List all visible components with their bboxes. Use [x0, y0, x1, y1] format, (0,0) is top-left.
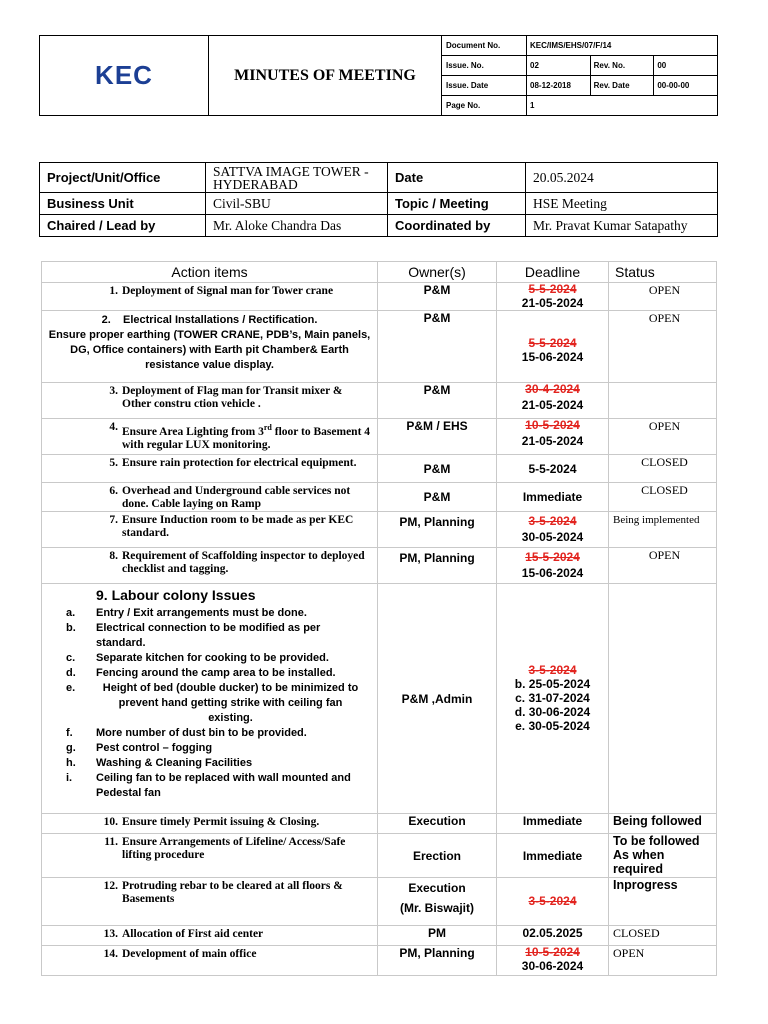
coordinated-label: Coordinated by: [388, 215, 526, 237]
item-text: Ensure rain protection for electrical equipment.: [122, 457, 357, 469]
table-row: [42, 483, 717, 512]
project-info-table: [39, 162, 718, 237]
table-row: [42, 946, 717, 976]
rev-no-value: 00: [654, 56, 718, 76]
item-text: Ensure Induction room to be made as per KEC standard.: [122, 514, 354, 539]
item-owner: Execution: [408, 881, 466, 895]
item-status: OPEN: [609, 419, 717, 455]
item-text: Overhead and Underground cable services not done. Cable laying on Ramp: [122, 485, 351, 510]
item-text: Protruding rebar to be cleared at all floors & Basements: [122, 880, 343, 905]
item-owner: P&M: [378, 311, 497, 383]
date-label: Date: [388, 163, 526, 193]
item-status: OPEN: [609, 548, 717, 584]
action-items-table: [41, 261, 717, 976]
item-status: [609, 584, 717, 814]
item-owner: Erection: [378, 834, 497, 878]
item-status: Being followed: [609, 814, 717, 834]
item-owner: Execution: [378, 814, 497, 834]
issue-no-value: 02: [527, 56, 591, 76]
table-row: [42, 419, 717, 455]
item-status: CLOSED: [609, 926, 717, 946]
table-row: [42, 455, 717, 483]
item-number: 14.: [103, 948, 118, 960]
doc-no-value: KEC/IMS/EHS/07/F/14: [527, 36, 718, 56]
item-owner: PM: [378, 926, 497, 946]
doc-no-label: Document No.: [442, 36, 527, 56]
table-header-row: [42, 262, 717, 283]
table-row-labour-colony: [42, 584, 717, 814]
labour-colony-title: 9. Labour colony Issues: [96, 587, 256, 603]
item-status: OPEN: [609, 311, 717, 383]
kec-logo: [95, 60, 153, 91]
rev-date-label: Rev. Date: [590, 76, 654, 96]
item-text: Requirement of Scaffolding inspector to deployed checklist and tagging.: [122, 550, 365, 575]
item-number: 12.: [103, 880, 118, 892]
item-status: CLOSED: [609, 483, 717, 512]
item-owner: PM, Planning: [378, 548, 497, 584]
rev-date-value: 00-00-00: [654, 76, 718, 96]
topic-label: Topic / Meeting: [388, 193, 526, 215]
table-row: [42, 383, 717, 419]
list-item: e. Height of bed (double ducker) to be minimized to prevent hand getting strike with ceiling fan existing.: [66, 682, 359, 724]
item-owner: PM, Planning: [378, 946, 497, 976]
deadline: 21-05-2024: [521, 398, 584, 412]
table-row: [42, 512, 717, 548]
issue-date-label: Issue. Date: [442, 76, 527, 96]
item-owner: P&M: [378, 383, 497, 419]
item-status: To be followed As when required: [609, 834, 717, 878]
item-number: 11.: [104, 836, 118, 848]
old-deadline: 3-5-2024: [528, 663, 577, 677]
deadline: 21-05-2024: [521, 434, 584, 448]
table-row: [42, 548, 717, 584]
item-number: 5.: [109, 457, 118, 469]
deadline-e: e. 30-05-2024: [515, 719, 590, 733]
list-item: b. Electrical connection to be modified as per standard.: [66, 622, 321, 649]
item-owner: PM, Planning: [378, 512, 497, 548]
item-owner-name: (Mr. Biswajit): [399, 901, 474, 915]
deadline-c: c. 31-07-2024: [515, 691, 590, 705]
issue-date-value: 08-12-2018: [527, 76, 591, 96]
item-text: Ensure timely Permit issuing & Closing.: [122, 816, 320, 828]
item-text: Ensure Arrangements of Lifeline/ Access/Safe lifting procedure: [122, 836, 346, 861]
table-row: [42, 311, 717, 383]
table-row: [42, 814, 717, 834]
item-status: Inprogress: [609, 878, 717, 926]
deadline: 02.05.2025: [497, 926, 609, 946]
old-deadline: 3-5-2024: [528, 514, 577, 528]
item-number: 1.: [109, 285, 118, 297]
table-row: [42, 926, 717, 946]
old-deadline: 10-5-2024: [525, 418, 580, 432]
issue-no-label: Issue. No.: [442, 56, 527, 76]
deadline: 15-06-2024: [521, 350, 584, 364]
item-text: Deployment of Flag man for Transit mixer & Other constru ction vehicle .: [122, 385, 343, 410]
item-owner: P&M: [378, 483, 497, 512]
item-text: Allocation of First aid center: [122, 928, 264, 940]
old-deadline: 30-4-2024: [525, 382, 580, 396]
item-status: [609, 383, 717, 419]
item-owner: P&M ,Admin: [378, 584, 497, 814]
deadline: Immediate: [497, 834, 609, 878]
deadline: 15-06-2024: [521, 566, 584, 580]
old-deadline: 15-5-2024: [525, 550, 580, 564]
list-item: f. More number of dust bin to be provided.: [66, 727, 307, 739]
business-unit-label: Business Unit: [40, 193, 206, 215]
item-owner: P&M / EHS: [378, 419, 497, 455]
item-status: Being implemented: [609, 512, 717, 548]
business-unit-value: Civil-SBU: [206, 193, 388, 215]
document-title: MINUTES OF MEETING: [209, 36, 442, 116]
header-deadline: Deadline: [497, 262, 609, 283]
old-deadline: 10-5-2024: [525, 945, 580, 959]
item-number: 6.: [109, 485, 118, 497]
topic-value: HSE Meeting: [526, 193, 718, 215]
item-text: Electrical Installations / Rectification.: [123, 314, 318, 326]
item-text: Deployment of Signal man for Tower crane: [122, 285, 334, 297]
page-no-label: Page No.: [442, 96, 527, 116]
old-deadline: 5-5-2024: [528, 336, 577, 350]
item-number: 10.: [103, 816, 118, 828]
deadline: 30-05-2024: [521, 530, 584, 544]
header-status: Status: [609, 262, 717, 283]
list-item: i. Ceiling fan to be replaced with wall mounted and Pedestal fan: [66, 772, 351, 799]
logo-text: KEC: [95, 60, 153, 90]
item-text: Development of main office: [122, 948, 257, 960]
document-header: [39, 35, 718, 116]
old-deadline: 3-5-2024: [528, 894, 577, 908]
table-row: [42, 283, 717, 311]
item-text: Ensure Area Lighting from 3: [122, 425, 264, 438]
project-value: SATTVA IMAGE TOWER -HYDERABAD: [206, 163, 388, 193]
logo-cell: [40, 36, 209, 116]
list-item: g. Pest control – fogging: [66, 742, 213, 754]
labour-colony-list: [42, 606, 377, 801]
item-status: OPEN: [609, 946, 717, 976]
item-text-block: [42, 311, 377, 373]
item-number: 8.: [109, 550, 118, 562]
deadline: 21-05-2024: [521, 296, 584, 310]
item-number: 13.: [103, 928, 118, 940]
rev-no-label: Rev. No.: [590, 56, 654, 76]
coordinated-value: Mr. Pravat Kumar Satapathy: [526, 215, 718, 237]
item-owner: P&M: [378, 455, 497, 483]
list-item: c. Separate kitchen for cooking to be provided.: [66, 652, 329, 664]
item-number: 3.: [109, 385, 118, 397]
old-deadline: 5-5-2024: [528, 282, 577, 296]
project-label: Project/Unit/Office: [40, 163, 206, 193]
item-number: 4.: [109, 421, 118, 433]
list-item: h. Washing & Cleaning Facilities: [66, 757, 253, 769]
table-row: [42, 834, 717, 878]
item-text-sup: rd: [263, 423, 272, 432]
list-item: a. Entry / Exit arrangements must be done.: [66, 607, 307, 619]
item-owner: P&M: [378, 283, 497, 311]
date-value: 20.05.2024: [526, 163, 718, 193]
list-item: d. Fencing around the camp area to be installed.: [66, 667, 336, 679]
page-no-value: 1: [527, 96, 718, 116]
deadline: 30-06-2024: [521, 959, 584, 973]
item-number: 7.: [109, 514, 118, 526]
header-action-items: Action items: [42, 262, 378, 283]
item-status: OPEN: [609, 283, 717, 311]
chaired-label: Chaired / Lead by: [40, 215, 206, 237]
item-number: 2.: [101, 314, 111, 326]
deadline-d: d. 30-06-2024: [514, 705, 591, 719]
deadline-b: b. 25-05-2024: [514, 677, 591, 691]
item-text-cont: floor to Basement 4 with regular LUX monitoring.: [122, 425, 371, 451]
item-status: CLOSED: [609, 455, 717, 483]
deadline: Immediate: [497, 483, 609, 512]
item-subtext: Ensure proper earthing (TOWER CRANE, PDB’s, Main panels, DG, Office containers) with Earth pit Chamber& Earth resistance value display.: [48, 329, 371, 371]
table-row: [42, 878, 717, 926]
header-owner: Owner(s): [378, 262, 497, 283]
deadline: 5-5-2024: [497, 455, 609, 483]
deadline: Immediate: [497, 814, 609, 834]
chaired-value: Mr. Aloke Chandra Das: [206, 215, 388, 237]
